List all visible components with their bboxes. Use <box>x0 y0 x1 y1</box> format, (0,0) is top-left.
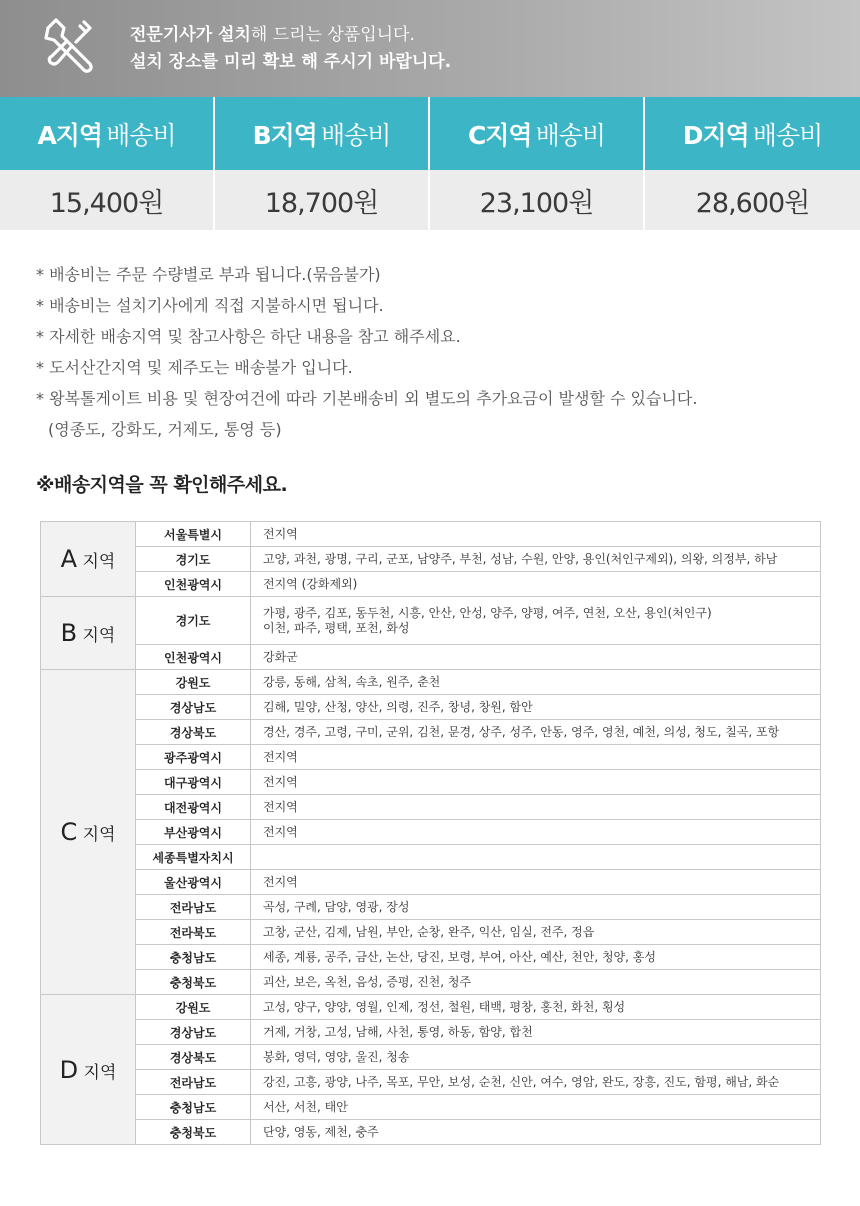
areas-cell: 전지역 <box>251 745 821 770</box>
areas-cell: 강릉, 동해, 삼척, 속초, 원주, 춘천 <box>251 670 821 695</box>
table-row <box>41 1070 821 1095</box>
areas-cell: 가평, 광주, 김포, 동두천, 시흥, 안산, 안성, 양주, 양평, 여주, 연천, 오산, 용인(처인구) 이천, 파주, 평택, 포천, 화성 <box>251 597 821 645</box>
note-item: * 배송비는 주문 수량별로 부과 됩니다.(묶음불가) <box>36 265 381 284</box>
table-row <box>41 745 821 770</box>
table-row <box>41 895 821 920</box>
fee-header-a: A지역 배송비 <box>0 97 215 170</box>
zone-c-label: C 지역 <box>41 670 136 995</box>
note-item: * 도서산간지역 및 제주도는 배송불가 입니다. <box>36 358 353 377</box>
province-cell: 충청남도 <box>136 945 251 970</box>
fee-header-c: C지역 배송비 <box>430 97 645 170</box>
table-row <box>41 995 821 1020</box>
table-row <box>41 845 821 870</box>
province-cell: 전라남도 <box>136 1070 251 1095</box>
table-row <box>41 870 821 895</box>
table-row <box>41 820 821 845</box>
table-row <box>41 770 821 795</box>
province-cell: 경기도 <box>136 547 251 572</box>
table-row <box>41 970 821 995</box>
areas-cell: 전지역 <box>251 770 821 795</box>
table-row <box>41 1020 821 1045</box>
fee-price-b: 18,700원 <box>215 170 430 230</box>
table-row <box>41 920 821 945</box>
areas-cell: 전지역 <box>251 795 821 820</box>
zone-b-label: B 지역 <box>41 597 136 670</box>
province-cell: 대구광역시 <box>136 770 251 795</box>
areas-cell: 김해, 밀양, 산청, 양산, 의령, 진주, 창녕, 창원, 함안 <box>251 695 821 720</box>
province-cell: 충청북도 <box>136 970 251 995</box>
areas-cell: 서산, 서천, 태안 <box>251 1095 821 1120</box>
areas-cell: 거제, 거창, 고성, 남해, 사천, 통영, 하동, 함양, 합천 <box>251 1020 821 1045</box>
table-row <box>41 522 821 547</box>
fee-price-d: 28,600원 <box>645 170 860 230</box>
province-cell: 전라북도 <box>136 920 251 945</box>
areas-cell: 고양, 과천, 광명, 구리, 군포, 남양주, 부천, 성남, 수원, 안양, 용인(처인구제외), 의왕, 의정부, 하남 <box>251 547 821 572</box>
banner-line1-bold: 전문기사가 설치 <box>130 25 251 45</box>
province-cell: 강원도 <box>136 670 251 695</box>
note-item-sub: (영종도, 강화도, 거제도, 통영 등) <box>48 420 282 439</box>
areas-cell: 전지역 <box>251 820 821 845</box>
table-row <box>41 1120 821 1145</box>
zone-a-label: A 지역 <box>41 522 136 597</box>
province-cell: 충청남도 <box>136 1095 251 1120</box>
province-cell: 충청북도 <box>136 1120 251 1145</box>
note-item: * 자세한 배송지역 및 참고사항은 하단 내용을 참고 해주세요. <box>36 327 461 346</box>
areas-cell: 강진, 고흥, 광양, 나주, 목포, 무안, 보성, 순천, 신안, 여수, 영암, 완도, 장흥, 진도, 함평, 해남, 화순 <box>251 1070 821 1095</box>
note-item: * 배송비는 설치기사에게 직접 지불하시면 됩니다. <box>36 296 384 315</box>
province-cell: 부산광역시 <box>136 820 251 845</box>
province-cell: 강원도 <box>136 995 251 1020</box>
fee-price-a: 15,400원 <box>0 170 215 230</box>
areas-cell <box>251 845 821 870</box>
province-cell: 인천광역시 <box>136 645 251 670</box>
areas-cell: 단양, 영동, 제천, 충주 <box>251 1120 821 1145</box>
fee-price-row <box>0 170 860 230</box>
areas-cell: 봉화, 영덕, 영양, 울진, 청송 <box>251 1045 821 1070</box>
areas-cell: 전지역 <box>251 870 821 895</box>
areas-cell: 강화군 <box>251 645 821 670</box>
shipping-fee-table <box>0 97 860 230</box>
areas-cell: 괴산, 보은, 옥천, 음성, 증평, 진천, 청주 <box>251 970 821 995</box>
areas-cell: 세종, 계룡, 공주, 금산, 논산, 당진, 보령, 부여, 아산, 예산, 천안, 청양, 홍성 <box>251 945 821 970</box>
areas-cell: 경산, 경주, 고령, 구미, 군위, 김천, 문경, 상주, 성주, 안동, 영주, 영천, 예천, 의성, 청도, 칠곡, 포항 <box>251 720 821 745</box>
areas-cell: 고성, 양구, 양양, 영월, 인제, 정선, 철원, 태백, 평창, 홍천, 화천, 횡성 <box>251 995 821 1020</box>
table-row <box>41 572 821 597</box>
section-title: ※배송지역을 꼭 확인해주세요. <box>36 474 288 496</box>
province-cell: 대전광역시 <box>136 795 251 820</box>
fee-price-c: 23,100원 <box>430 170 645 230</box>
province-cell: 전라남도 <box>136 895 251 920</box>
province-cell: 경상남도 <box>136 695 251 720</box>
province-cell: 경상남도 <box>136 1020 251 1045</box>
table-row <box>41 547 821 572</box>
areas-cell: 전지역 <box>251 522 821 547</box>
table-row <box>41 945 821 970</box>
shipping-notes <box>36 259 697 445</box>
province-cell: 울산광역시 <box>136 870 251 895</box>
table-row <box>41 645 821 670</box>
wrench-icon <box>40 16 100 76</box>
table-row <box>41 695 821 720</box>
zone-d-label: D 지역 <box>41 995 136 1145</box>
areas-cell: 곡성, 구례, 담양, 영광, 장성 <box>251 895 821 920</box>
fee-header-b: B지역 배송비 <box>215 97 430 170</box>
areas-cell: 고창, 군산, 김제, 남원, 부안, 순창, 완주, 익산, 임실, 전주, 정읍 <box>251 920 821 945</box>
table-row <box>41 670 821 695</box>
province-cell: 인천광역시 <box>136 572 251 597</box>
table-row <box>41 795 821 820</box>
install-notice-banner <box>0 0 860 97</box>
province-cell: 광주광역시 <box>136 745 251 770</box>
fee-header-d: D지역 배송비 <box>645 97 860 170</box>
banner-line2: 설치 장소를 미리 확보 해 주시기 바랍니다. <box>130 52 452 72</box>
note-item: * 왕복톨게이트 비용 및 현장여건에 따라 기본배송비 외 별도의 추가요금이 발생할 수 있습니다. <box>36 389 698 408</box>
table-row <box>41 1095 821 1120</box>
table-row <box>41 720 821 745</box>
table-row <box>41 597 821 645</box>
areas-cell: 전지역 (강화제외) <box>251 572 821 597</box>
delivery-region-table <box>40 521 821 1145</box>
fee-header-row <box>0 97 860 170</box>
province-cell: 경기도 <box>136 597 251 645</box>
table-row <box>41 1045 821 1070</box>
province-cell: 서울특별시 <box>136 522 251 547</box>
province-cell: 경상북도 <box>136 720 251 745</box>
banner-line1-rest: 해 드리는 상품입니다. <box>250 25 415 45</box>
province-cell: 경상북도 <box>136 1045 251 1070</box>
province-cell: 세종특별자치시 <box>136 845 251 870</box>
